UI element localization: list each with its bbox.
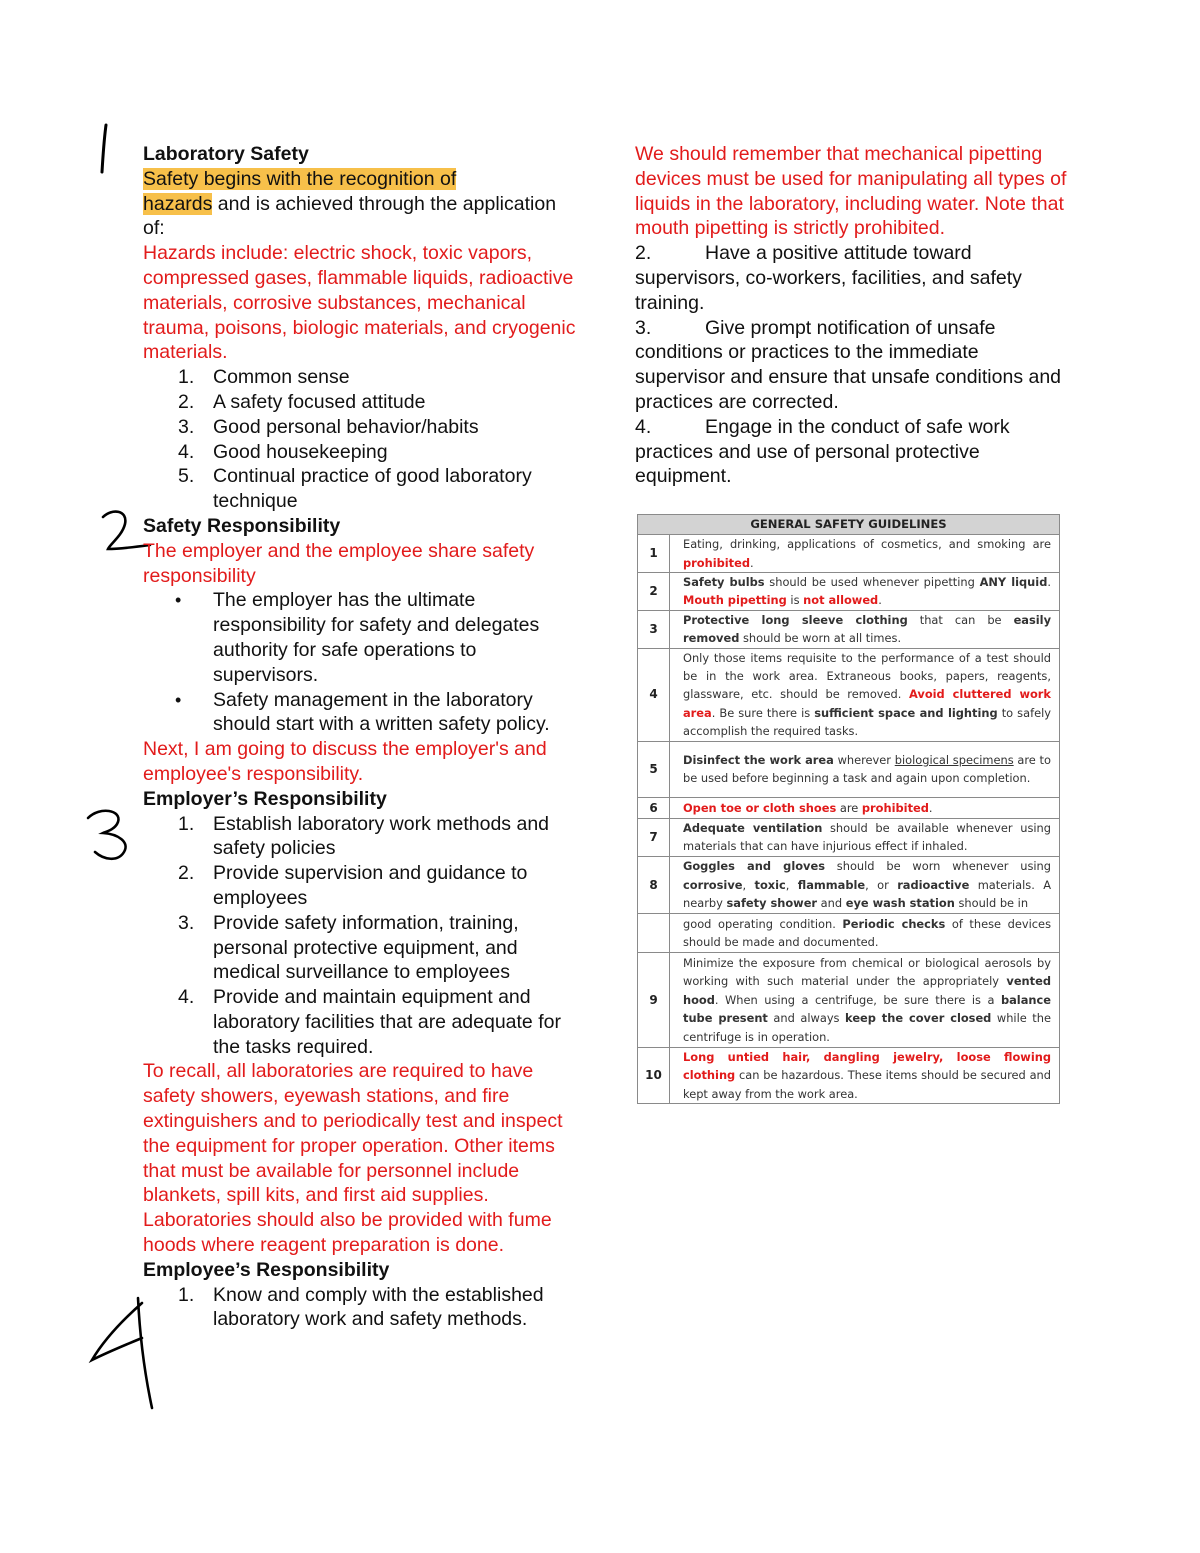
employer-list <box>143 812 578 1060</box>
guideline-fragment: should be used whenever pipetting <box>764 575 980 589</box>
guideline-row <box>638 610 1060 648</box>
guideline-number: 5 <box>638 741 670 797</box>
warning-text: Avoid cluttered work area <box>683 687 1051 720</box>
list-item <box>143 390 578 415</box>
guideline-fragment: , or <box>865 877 898 892</box>
list-text: Good personal behavior/habits <box>213 415 479 438</box>
emphasis-text: corrosive <box>683 877 743 892</box>
bullet-text: The employer has the ultimate responsibility for safety and delegates authority for safe operations to supervisors. <box>213 589 540 686</box>
emphasis-text: Goggles and gloves <box>683 859 825 874</box>
list-item <box>143 911 578 985</box>
emphasis-text: ANY liquid <box>979 575 1048 589</box>
list-text: Provide and maintain equipment and laboratory facilities that are adequate for the tasks required. <box>213 986 561 1058</box>
bullet-item <box>143 688 578 738</box>
list-item <box>635 316 1070 415</box>
list-item <box>143 365 578 390</box>
guideline-row <box>638 573 1060 611</box>
employee-list <box>143 1283 578 1333</box>
guideline-fragment: . <box>1047 575 1051 589</box>
warning-text: not allowed <box>803 593 879 608</box>
responsibility-bullets <box>143 588 578 737</box>
emphasis-text: easily removed <box>683 612 1051 646</box>
guideline-fragment: and <box>817 896 846 911</box>
guideline-fragment: good operating condition. <box>683 916 843 931</box>
emphasis-text: vented hood <box>683 974 1051 1007</box>
guideline-number: 9 <box>638 953 670 1048</box>
guideline-row <box>638 648 1060 741</box>
guideline-fragment: and always <box>767 1011 846 1026</box>
guideline-fragment: , <box>742 877 755 892</box>
emphasis-text: Periodic checks <box>842 916 946 931</box>
guideline-number: 3 <box>638 610 670 648</box>
guideline-number: 8 <box>638 856 670 913</box>
emphasis-text: Disinfect the work area <box>683 752 834 767</box>
bullet-item <box>143 588 578 687</box>
guideline-fragment: can be hazardous. These items should be secured and kept away from the work area. <box>683 1068 1051 1101</box>
guideline-fragment: . Be sure there is <box>711 705 815 720</box>
list-number: 5. <box>178 465 195 488</box>
emphasis-text: toxic <box>754 877 786 892</box>
guideline-fragment: . <box>928 800 933 815</box>
guideline-fragment: should be worn whenever using <box>824 859 1051 874</box>
list-text: Have a positive attitude toward supervisors, co-workers, facilities, and safety training. <box>635 242 1022 314</box>
list-item <box>143 985 578 1059</box>
guideline-row <box>638 535 1060 573</box>
page-title: Laboratory Safety <box>143 143 309 165</box>
guideline-number: 2 <box>638 573 670 611</box>
emphasis-text: safety shower <box>726 896 818 911</box>
list-item <box>143 861 578 911</box>
recall-note: To recall, all laboratories are required to have safety showers, eyewash stations, and fire extinguishers and to periodically test and inspect the equipment for proper operation. Other items that must be available for personnel include blankets, spill kits, and first aid supplies. Laboratories should also be provided with fume hoods where reagent preparation is done. <box>143 1060 563 1257</box>
warning-text: prohibited <box>861 800 929 815</box>
list-text: Common sense <box>213 366 350 389</box>
list-text: Give prompt notification of unsafe conditions or practices to the immediate supervisor and ensure that unsafe conditions and practices are corrected. <box>635 316 1062 413</box>
guideline-fragment: should be in <box>954 896 1029 911</box>
guideline-fragment: should be worn at all times. <box>739 631 902 646</box>
guideline-fragment: . <box>750 555 754 570</box>
handwritten-mark-1 <box>102 125 106 172</box>
bullet-text: Safety management in the laboratory should start with a written safety policy. <box>213 688 550 736</box>
guideline-number: 4 <box>638 648 670 741</box>
guideline-fragment: wherever <box>833 752 895 767</box>
warning-text: Mouth pipetting <box>683 593 787 608</box>
bullet-icon: • <box>175 590 182 611</box>
safety-guidelines-table <box>637 514 1060 914</box>
list-number: 3. <box>178 415 195 438</box>
emphasis-text: flammable <box>797 877 866 892</box>
guideline-row <box>638 914 1060 953</box>
emphasis-text: Adequate ventilation <box>683 821 823 836</box>
guideline-text <box>670 741 1060 797</box>
list-number: 3. <box>178 911 195 934</box>
emphasis-text: Safety bulbs <box>683 575 765 589</box>
guideline-text <box>670 1048 1060 1104</box>
list-number: 4. <box>178 986 195 1009</box>
warning-text: Open toe or cloth shoes <box>683 800 837 815</box>
guideline-number <box>638 914 670 953</box>
guideline-fragment: Minimize the exposure from chemical or biological aerosols by working with such material under the appropriately <box>683 955 1051 989</box>
list-item <box>143 1283 578 1333</box>
list-item <box>143 440 578 465</box>
list-item <box>143 464 578 514</box>
list-text: Good housekeeping <box>213 440 388 463</box>
list-item <box>635 415 1070 489</box>
guideline-text <box>670 648 1060 741</box>
list-number: 4. <box>635 415 652 438</box>
list-text: Establish laboratory work methods and safety policies <box>213 812 550 860</box>
emphasis-text: sufficient space and lighting <box>814 705 998 720</box>
emphasis-text: keep the cover closed <box>845 1011 992 1026</box>
right-column <box>635 142 1070 489</box>
next-note: Next, I am going to discuss the employer's and employee's responsibility. <box>143 738 547 785</box>
shared-responsibility-note: The employer and the employee share safety responsibility <box>143 539 535 587</box>
guideline-text <box>670 819 1060 857</box>
list-number: 2. <box>635 242 652 265</box>
guideline-row <box>638 819 1060 857</box>
highlighted-text: Safety begins with the recognition of <box>143 167 457 190</box>
guideline-number: 6 <box>638 797 670 818</box>
intro-paragraph <box>143 167 578 241</box>
guideline-number: 7 <box>638 819 670 857</box>
emphasis-text: balance tube present <box>683 992 1051 1026</box>
bullet-icon: • <box>175 689 182 710</box>
guideline-fragment: . <box>878 593 882 608</box>
guideline-fragment: materials. A nearby <box>683 877 1051 911</box>
guideline-text <box>670 953 1060 1048</box>
employee-list-continued <box>635 241 1070 489</box>
guideline-fragment: biological specimens <box>894 752 1014 767</box>
emphasis-text: radioactive <box>897 877 970 892</box>
list-text: Engage in the conduct of safe work practices and use of personal protective equipment. <box>635 415 1010 488</box>
pipetting-note: We should remember that mechanical pipetting devices must be used for manipulating all types of liquids in the laboratory, including water. Note that mouth pipetting is strictly prohibited. <box>635 143 1067 240</box>
guideline-fragment: Only those items requisite to the performance of a test should be in the work area. Extraneous books, papers, reagents, glassware, etc. should be removed. <box>683 650 1051 702</box>
list-item <box>143 812 578 862</box>
list-number: 2. <box>178 390 195 413</box>
guideline-fragment: should be available whenever using materials that can have injurious effect if inhaled. <box>683 821 1051 854</box>
guideline-text <box>670 914 1060 953</box>
list-number: 3. <box>635 316 652 339</box>
guideline-text <box>670 856 1060 913</box>
safety-responsibility-heading: Safety Responsibility <box>143 514 341 537</box>
safety-guidelines-table-continued <box>637 913 1060 1104</box>
guideline-fragment: are to be used before beginning a task and again upon completion. <box>683 752 1051 786</box>
list-text: Continual practice of good laboratory technique <box>213 465 532 513</box>
guideline-text <box>670 610 1060 648</box>
guideline-row <box>638 797 1060 818</box>
guideline-fragment: , <box>785 877 798 892</box>
guideline-fragment: of these devices should be made and documented. <box>683 916 1051 949</box>
guideline-row <box>638 741 1060 797</box>
guideline-row <box>638 953 1060 1048</box>
application-list <box>143 365 578 514</box>
guideline-fragment: . When using a centrifuge, be sure there is a <box>714 992 1001 1007</box>
list-number: 1. <box>178 812 195 835</box>
guideline-fragment: while the centrifuge is in operation. <box>683 1011 1051 1044</box>
list-text: A safety focused attitude <box>213 390 426 413</box>
guideline-row <box>638 856 1060 913</box>
hazards-note: Hazards include: electric shock, toxic vapors, compressed gases, flammable liquids, radioactive materials, corrosive substances, mechanical trauma, poisons, biologic materials, and cryogenic materials. <box>143 242 576 364</box>
list-text: Provide supervision and guidance to employees <box>213 862 528 909</box>
left-column <box>143 142 578 1332</box>
emphasis-text: eye wash station <box>845 896 955 911</box>
table-header: GENERAL SAFETY GUIDELINES <box>638 515 1060 535</box>
warning-text: Long untied hair, dangling jewelry, loose flowing clothing <box>683 1050 1051 1083</box>
handwritten-mark-3 <box>88 811 126 859</box>
guideline-text <box>670 535 1060 573</box>
guideline-number: 1 <box>638 535 670 573</box>
guideline-fragment: that can be <box>907 612 1014 627</box>
list-text: Know and comply with the established laboratory work and safety methods. <box>213 1283 544 1331</box>
guideline-number: 10 <box>638 1048 670 1104</box>
emphasis-text: Protective long sleeve clothing <box>683 612 908 627</box>
list-text: Provide safety information, training, personal protective equipment, and medical surveillance to employees <box>213 911 519 984</box>
list-item <box>143 415 578 440</box>
employer-heading: Employer’s Responsibility <box>143 787 387 810</box>
employee-heading: Employee’s Responsibility <box>143 1258 390 1281</box>
list-item <box>635 241 1070 315</box>
list-number: 2. <box>178 862 195 885</box>
guideline-fragment: is <box>786 593 804 608</box>
guideline-fragment: Eating, drinking, applications of cosmetics, and smoking are <box>683 537 1051 552</box>
guideline-text <box>670 573 1060 611</box>
list-number: 1. <box>178 1283 195 1306</box>
intro-rest: and is achieved through the application of: <box>143 192 557 240</box>
guideline-text <box>670 797 1060 818</box>
guideline-fragment: are <box>836 800 862 815</box>
list-number: 1. <box>178 366 195 389</box>
list-number: 4. <box>178 440 195 463</box>
guideline-fragment: to safely accomplish the required tasks. <box>683 705 1052 739</box>
warning-text: prohibited <box>683 555 750 570</box>
highlighted-text-hazards: hazards <box>143 192 213 215</box>
guideline-row <box>638 1048 1060 1104</box>
